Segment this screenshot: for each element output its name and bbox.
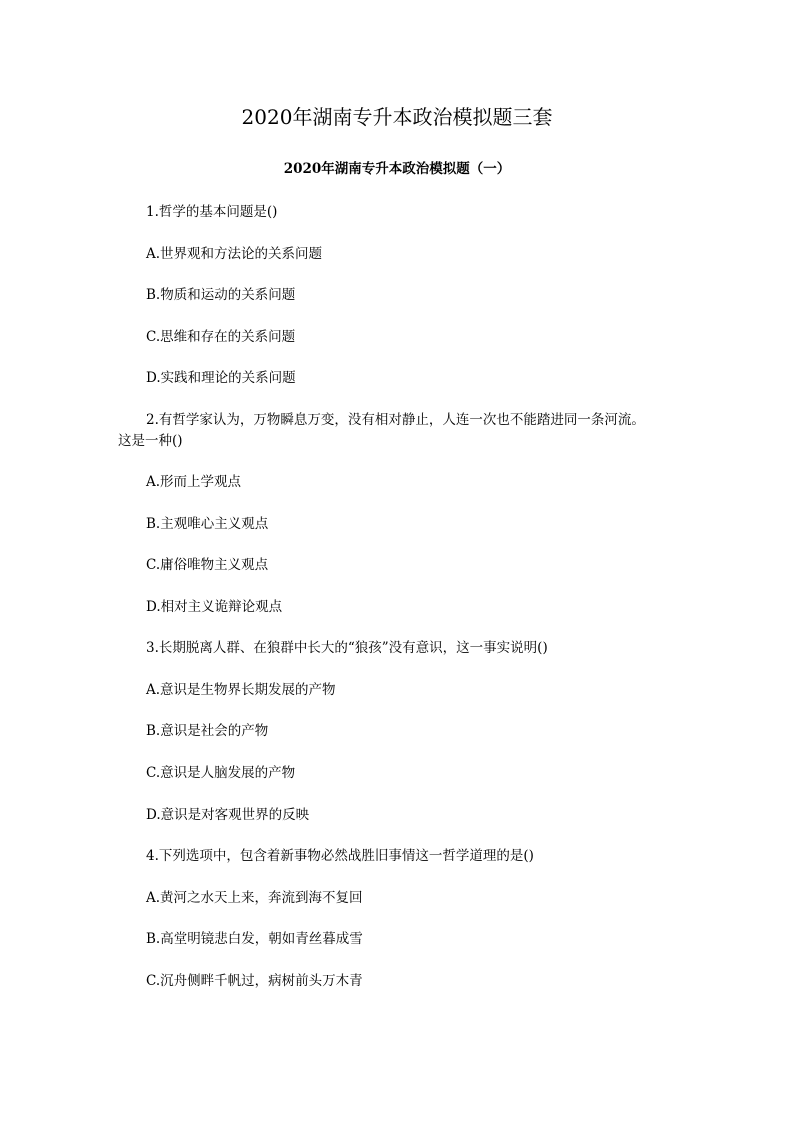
question-2-stem: 2.有哲学家认为，万物瞬息万变，没有相对静止，人连一次也不能踏进同一条河流。 — [146, 412, 645, 428]
question-1-option-a: A.世界观和方法论的关系问题 — [146, 246, 323, 262]
section-title: 2020年湖南专升本政治模拟题（一） — [283, 161, 511, 177]
question-3-option-a: A.意识是生物界长期发展的产物 — [146, 682, 336, 698]
question-2-option-d: D.相对主义诡辩论观点 — [146, 599, 283, 615]
question-4-option-b: B.高堂明镜悲白发，朝如青丝暮成雪 — [146, 931, 363, 947]
question-4-stem: 4.下列选项中，包含着新事物必然战胜旧事情这一哲学道理的是() — [146, 848, 534, 864]
question-1-stem: 1.哲学的基本问题是() — [146, 204, 278, 220]
question-3-stem: 3.长期脱离人群、在狼群中长大的“狼孩”没有意识，这一事实说明() — [146, 640, 548, 656]
question-4-option-a: A.黄河之水天上来，奔流到海不复回 — [146, 890, 363, 906]
question-3-option-b: B.意识是社会的产物 — [146, 723, 269, 739]
question-3-option-c: C.意识是人脑发展的产物 — [146, 765, 296, 781]
question-2-stem-continuation: 这是一种() — [118, 433, 183, 449]
document-title: 2020年湖南专升本政治模拟题三套 — [241, 105, 553, 129]
question-1-option-b: B.物质和运动的关系问题 — [146, 287, 296, 303]
question-2-option-b: B.主观唯心主义观点 — [146, 516, 269, 532]
question-2-option-c: C.庸俗唯物主义观点 — [146, 557, 269, 573]
question-1-option-d: D.实践和理论的关系问题 — [146, 370, 296, 386]
question-4-option-c: C.沉舟侧畔千帆过，病树前头万木青 — [146, 973, 363, 989]
question-1-option-c: C.思维和存在的关系问题 — [146, 329, 296, 345]
question-3-option-d: D.意识是对客观世界的反映 — [146, 807, 310, 823]
question-2-option-a: A.形而上学观点 — [146, 474, 242, 490]
